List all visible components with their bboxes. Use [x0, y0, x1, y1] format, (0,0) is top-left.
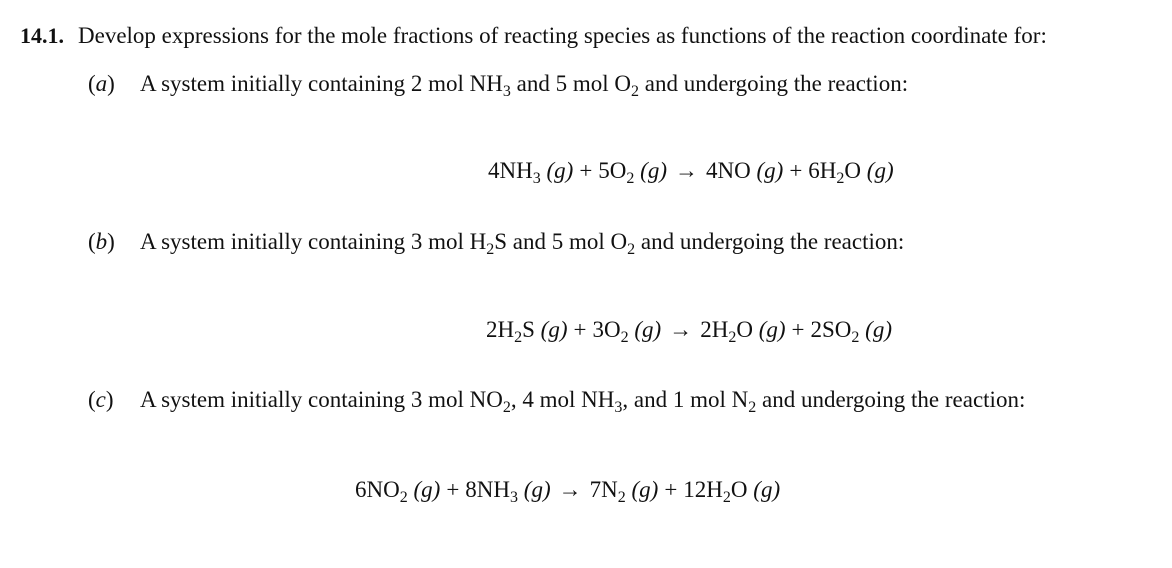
part-c-text: A system initially containing 3 mol NO: [140, 387, 503, 412]
part-a-text: A system initially containing 2 mol NH: [140, 71, 503, 96]
equation-b: $2H_2S$ $(g) + 3O_2$ $(g) \to 2H_2O$ $(g) + 2SO_2$ (g): [486, 317, 892, 346]
reaction-arrow: →: [675, 158, 698, 183]
reaction-arrow: →: [558, 477, 582, 502]
phase-gas: (g): [540, 158, 574, 183]
equation-c: $6NO_2$ $(g) + 8NH_3$ $(g) \to 7N_2$ $(g) + 12H_2O$ (g): [355, 477, 781, 506]
part-label-a: (a): [88, 71, 115, 96]
part-b: (b) A system initially containing 3 mol $H_2S$ and 5 mol $O_2$ and undergoing the reaction:: [88, 229, 905, 258]
problem-number: 14.1.: [20, 23, 64, 48]
part-label-b: (b): [88, 229, 115, 254]
part-a: (a) A system initially containing 2 mol $NH_3$ and 5 mol $O_2$ and undergoing the reaction:: [88, 71, 909, 100]
reaction-arrow: →: [669, 317, 693, 342]
problem-statement: [20, 22, 1047, 50]
part-b-text: A system initially containing 3 mol H: [140, 229, 487, 254]
problem-text: Develop expressions for the mole fractions of reacting species as functions of the reaction coordinate for:: [78, 23, 1047, 48]
equation-a: $4NH_3$ $(g) + 5O_2$ (g) → 4NO $(g) + 6H_2O$ (g): [488, 158, 894, 187]
part-label-c: (c): [88, 387, 114, 412]
part-c: (c) A system initially containing 3 mol $NO_2$, 4 mol $NH_3$, and 1 mol $N_2$ and undergoing the reaction:: [88, 387, 1026, 416]
